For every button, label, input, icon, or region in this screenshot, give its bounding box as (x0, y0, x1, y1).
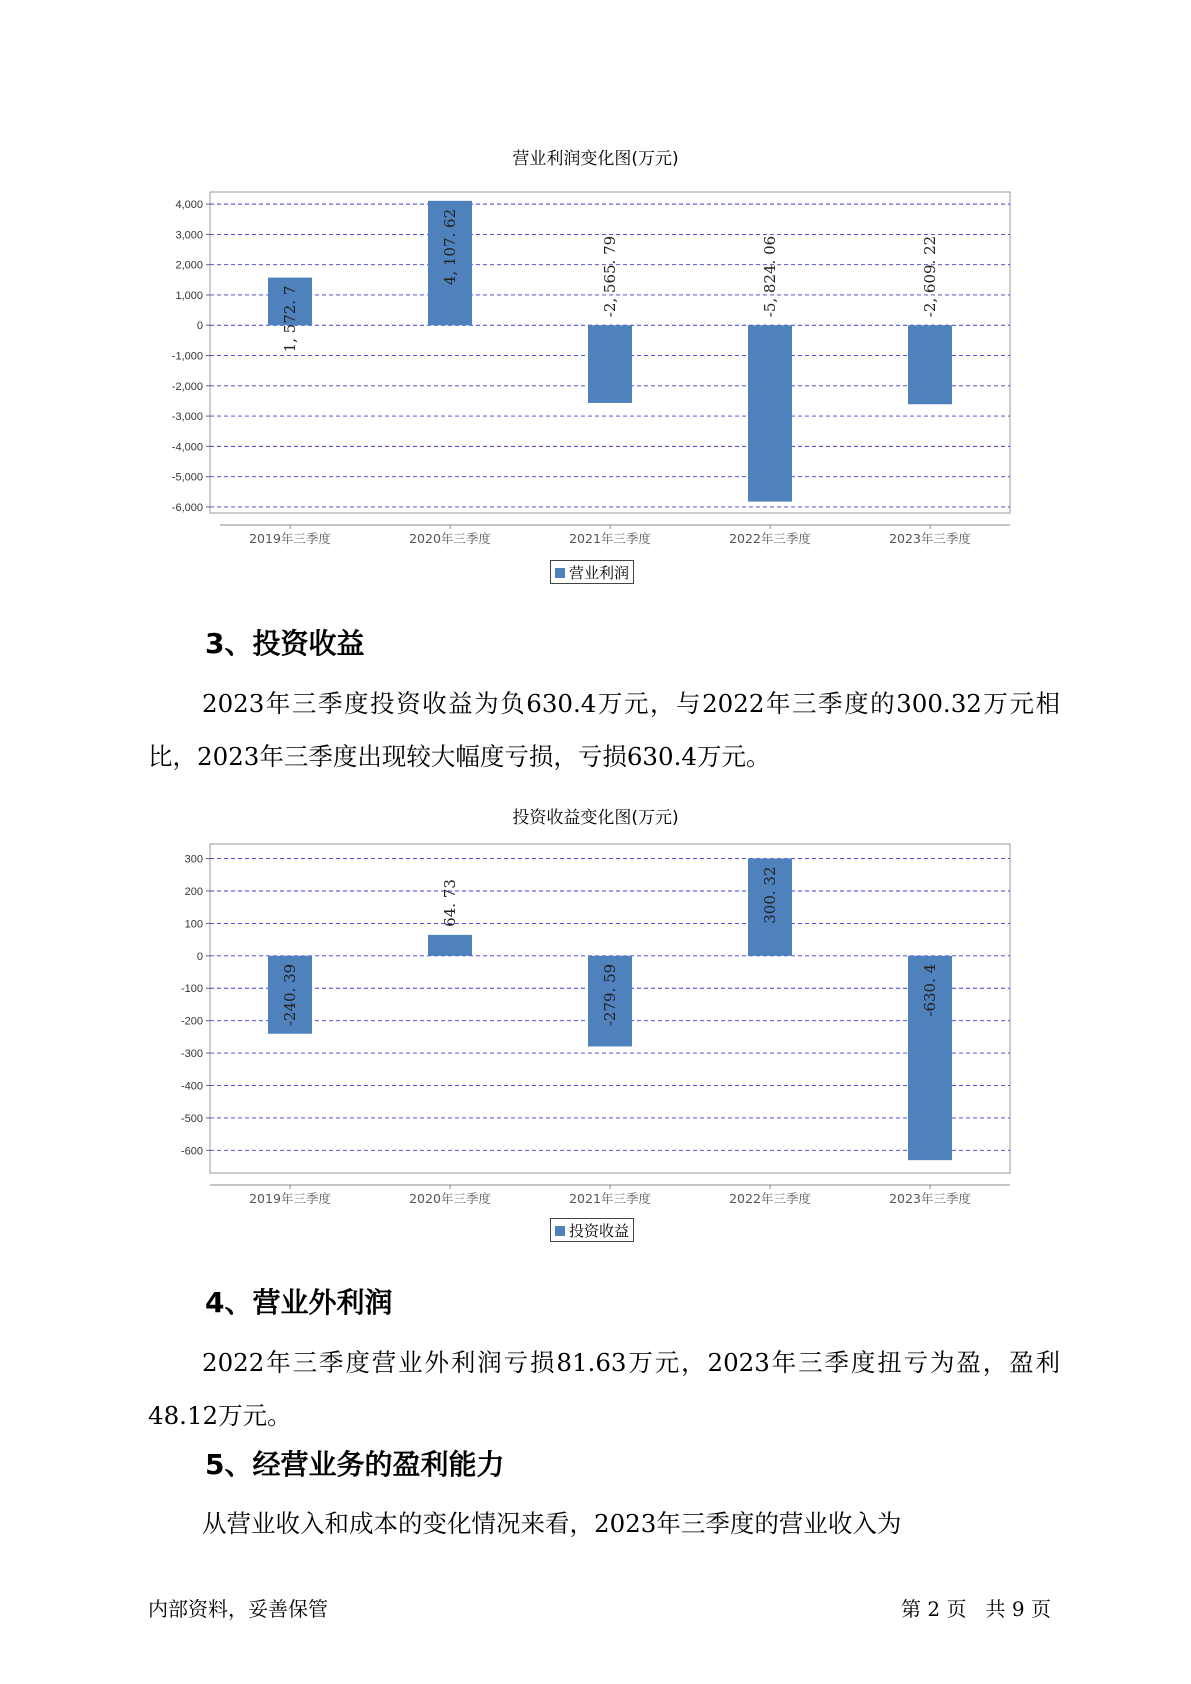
data-label: -2, 565. 79 (601, 235, 619, 318)
y-tick-label: 100 (184, 918, 203, 931)
x-tick-label: 2021年三季度 (569, 531, 651, 546)
data-label: -279. 59 (601, 963, 619, 1027)
data-label: -2, 609. 22 (921, 235, 939, 318)
data-label: 1, 572. 7 (281, 285, 299, 353)
y-tick-label: 2,000 (175, 259, 203, 272)
y-tick-label: 200 (184, 886, 203, 898)
section5-heading: 5、经营业务的盈利能力 (205, 1448, 505, 1481)
chart2-title: 投资收益变化图(万元) (512, 808, 679, 828)
x-tick-label: 2022年三季度 (729, 531, 811, 546)
section5-paragraph: 从营业收入和成本的变化情况来看，2023年三季度的营业收入为 (202, 1509, 902, 1538)
section3-paragraph: 2023年三季度投资收益为负630.4万元，与2022年三季度的300.32万元相比，2023年三季度出现较大幅度亏损，亏损630.4万元。 (148, 689, 1060, 771)
y-tick-label: 3,000 (175, 229, 203, 242)
legend-swatch-icon (555, 1226, 565, 1236)
footer-left: 内部资料，妥善保管 (148, 1597, 328, 1621)
chart1-legend-label: 营业利润 (569, 564, 630, 582)
data-label: -630. 4 (921, 963, 939, 1017)
footer-page-number: 第 2 页 共 9 页 (901, 1597, 1051, 1621)
bar (428, 935, 472, 956)
data-label: 64. 73 (441, 879, 459, 927)
y-tick-label: -1,000 (171, 350, 203, 363)
x-tick-label: 2023年三季度 (889, 531, 971, 546)
x-tick-label: 2023年三季度 (889, 1191, 971, 1206)
y-tick-label: -6,000 (171, 501, 203, 514)
chart2-legend (550, 1218, 634, 1242)
x-tick-label: 2022年三季度 (729, 1191, 811, 1206)
section4-paragraph: 2022年三季度营业外利润亏损81.63万元，2023年三季度扭亏为盈，盈利48.12万元。 (148, 1348, 1060, 1430)
data-label: -240. 39 (281, 963, 299, 1027)
chart2-legend-label: 投资收益 (569, 1222, 630, 1240)
y-tick-label: -5,000 (171, 471, 203, 484)
y-tick-label: -200 (180, 1015, 203, 1028)
chart1-title: 营业利润变化图(万元) (512, 149, 679, 169)
data-label: 4, 107. 62 (441, 208, 459, 286)
y-tick-label: -400 (180, 1080, 203, 1093)
y-tick-label: -300 (180, 1048, 203, 1061)
section4-heading: 4、营业外利润 (205, 1286, 393, 1319)
y-tick-label: -3,000 (171, 411, 203, 424)
data-label: 300. 32 (761, 866, 779, 924)
y-tick-label: 0 (196, 320, 203, 333)
y-tick-label: -4,000 (171, 441, 203, 454)
y-tick-label: 4,000 (175, 199, 203, 212)
y-tick-label: -100 (180, 983, 203, 996)
x-tick-label: 2020年三季度 (409, 1191, 491, 1206)
y-tick-label: -500 (180, 1112, 203, 1125)
y-tick-label: -600 (180, 1145, 203, 1158)
section3-heading: 3、投资收益 (205, 627, 365, 660)
y-tick-label: -2,000 (171, 380, 203, 393)
x-tick-label: 2019年三季度 (249, 531, 331, 546)
y-tick-label: 1,000 (175, 289, 203, 302)
x-tick-label: 2020年三季度 (409, 531, 491, 546)
x-tick-label: 2019年三季度 (249, 1191, 331, 1206)
y-tick-label: 0 (196, 950, 203, 963)
y-tick-label: 300 (184, 853, 203, 866)
x-tick-label: 2021年三季度 (569, 1191, 651, 1206)
data-label: -5, 824. 06 (761, 235, 779, 318)
